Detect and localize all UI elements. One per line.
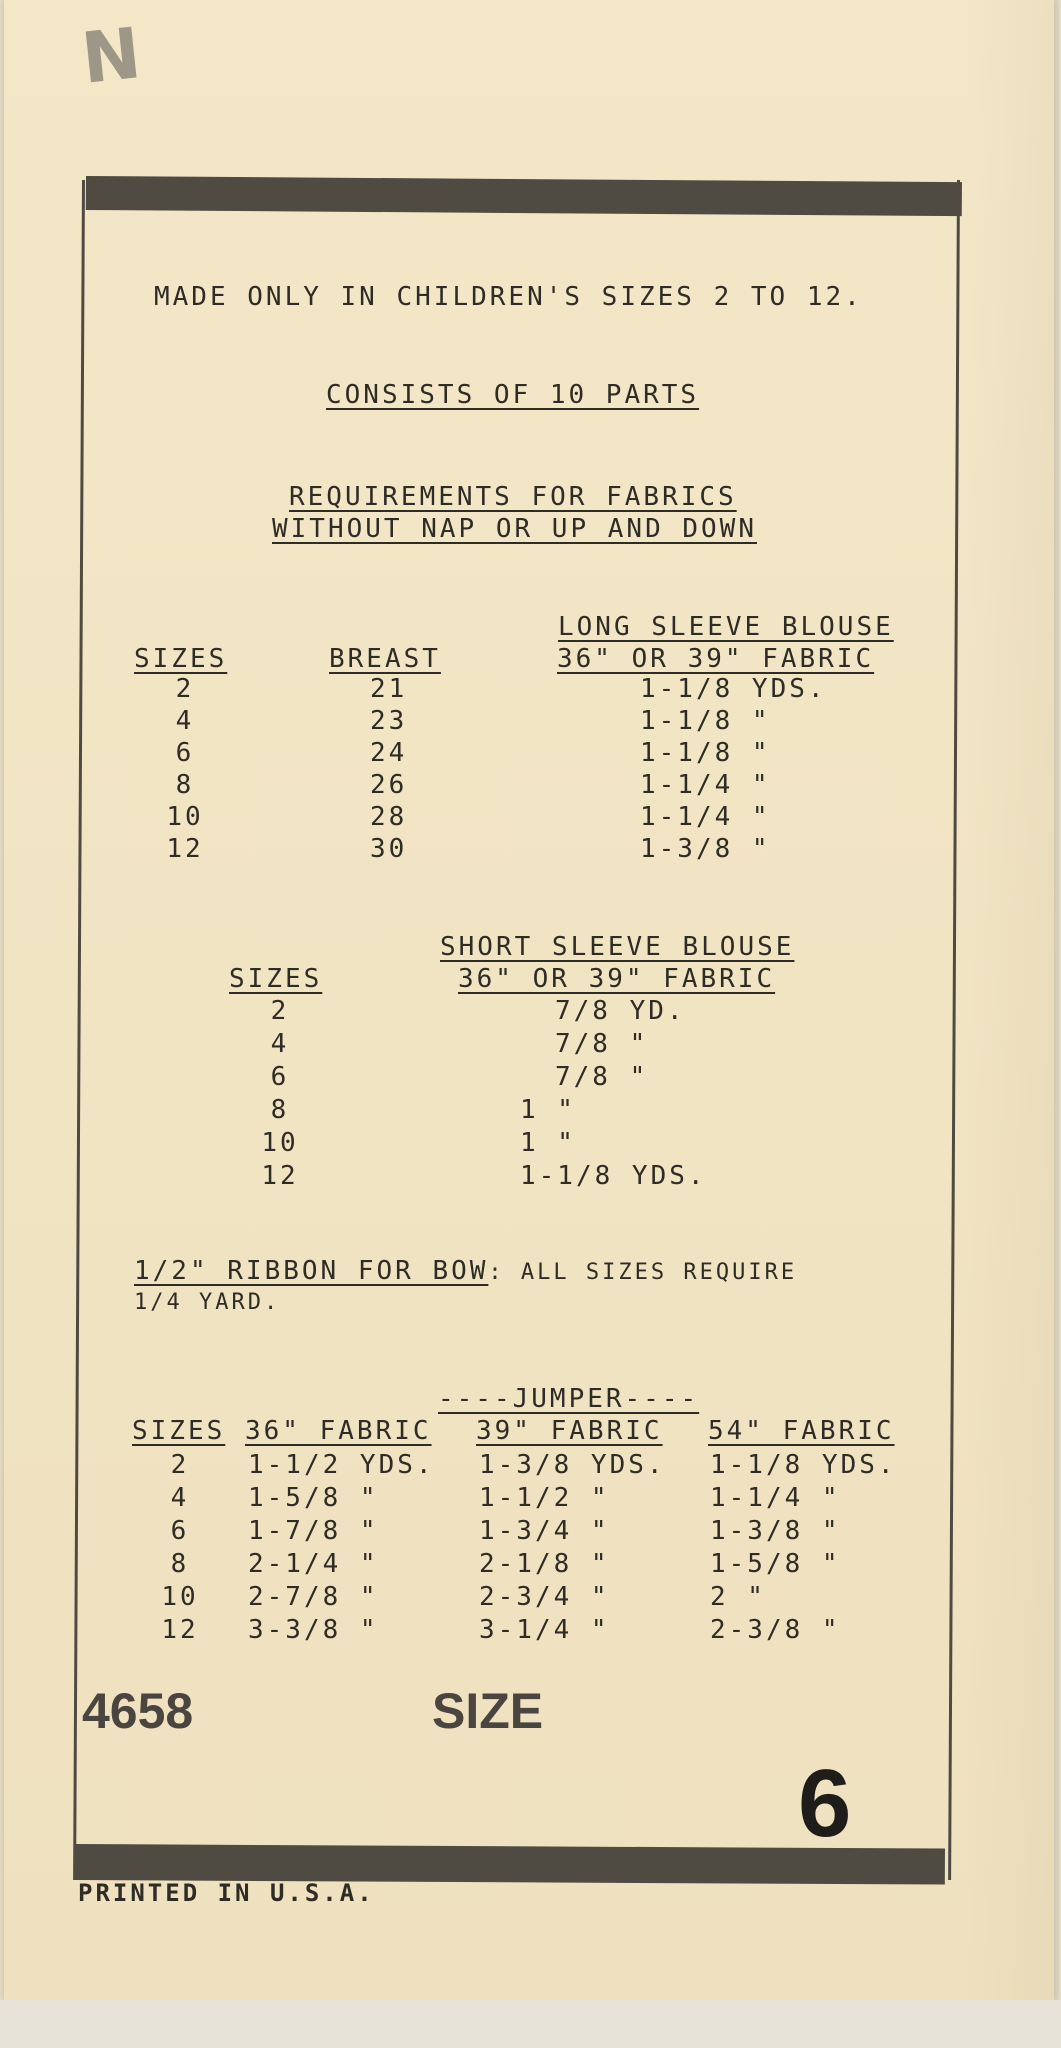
requirements-heading: REQUIREMENTS FOR FABRICS <box>289 482 737 512</box>
jumper-col-54: 54" FABRIC <box>708 1416 895 1446</box>
fabric-39-cell: 2-1/8 " <box>479 1549 610 1579</box>
size-cell: 6 <box>175 738 195 768</box>
size-cell: 2 <box>170 1450 190 1480</box>
size-value: 6 <box>798 1750 852 1857</box>
fabric-39-cell: 3-1/4 " <box>479 1615 610 1645</box>
background-strip <box>0 2000 1061 2048</box>
fabric-36-cell: 1-1/2 YDS. <box>248 1450 435 1480</box>
requirements-subheading: WITHOUT NAP OR UP AND DOWN <box>272 514 757 544</box>
fabric-54-cell: 1-1/8 YDS. <box>710 1450 897 1480</box>
frame-top-bar <box>86 176 962 216</box>
size-cell: 12 <box>261 1161 299 1191</box>
jumper-col-39: 39" FABRIC <box>476 1416 663 1446</box>
ribbon-text: : ALL SIZES REQUIRE <box>488 1260 798 1285</box>
breast-cell: 26 <box>370 770 408 800</box>
breast-cell: 21 <box>370 674 408 704</box>
stamp-letter: N <box>77 12 145 100</box>
size-cell: 12 <box>166 834 204 864</box>
fabric-36-cell: 1-5/8 " <box>248 1483 379 1513</box>
yardage-cell: 1 " <box>520 1128 576 1158</box>
size-cell: 10 <box>161 1582 199 1612</box>
yardage-cell: 1-1/8 YDS. <box>520 1161 707 1191</box>
printed-in-usa: PRINTED IN U.S.A. <box>78 1879 375 1907</box>
size-cell: 6 <box>170 1516 190 1546</box>
size-cell: 12 <box>161 1615 199 1645</box>
size-cell: 6 <box>270 1062 290 1092</box>
size-cell: 2 <box>270 996 290 1026</box>
fabric-36-cell: 1-7/8 " <box>248 1516 379 1546</box>
fabric-54-cell: 2 " <box>710 1582 766 1612</box>
size-cell: 8 <box>175 770 195 800</box>
fabric-39-cell: 1-1/2 " <box>479 1483 610 1513</box>
fabric-39-cell: 1-3/4 " <box>479 1516 610 1546</box>
fabric-36-cell: 2-1/4 " <box>248 1549 379 1579</box>
yardage-cell: 7/8 " <box>555 1029 649 1059</box>
intro-text: MADE ONLY IN CHILDREN'S SIZES 2 TO 12. <box>154 282 863 312</box>
size-cell: 10 <box>166 802 204 832</box>
fabric-54-cell: 1-3/8 " <box>710 1516 841 1546</box>
long-sleeve-col-breast: BREAST <box>329 644 441 674</box>
long-sleeve-title: LONG SLEEVE BLOUSE <box>558 612 894 642</box>
yardage-cell: 1-1/8 " <box>640 706 771 736</box>
jumper-col-36: 36" FABRIC <box>245 1416 432 1446</box>
breast-cell: 23 <box>370 706 408 736</box>
long-sleeve-fabric: 36" OR 39" FABRIC <box>557 644 875 674</box>
short-sleeve-col-sizes: SIZES <box>229 964 323 994</box>
yardage-cell: 1-1/8 " <box>640 738 771 768</box>
size-cell: 4 <box>170 1483 190 1513</box>
size-cell: 10 <box>261 1128 299 1158</box>
yardage-cell: 1-1/4 " <box>640 802 771 832</box>
breast-cell: 28 <box>370 802 408 832</box>
ribbon-text-2: 1/4 YARD. <box>134 1290 281 1315</box>
short-sleeve-fabric: 36" OR 39" FABRIC <box>458 964 776 994</box>
jumper-title: ----JUMPER---- <box>438 1384 700 1414</box>
yardage-cell: 1-3/8 " <box>640 834 771 864</box>
fabric-54-cell: 1-5/8 " <box>710 1549 841 1579</box>
yardage-cell: 7/8 " <box>555 1062 649 1092</box>
ribbon-label: 1/2" RIBBON FOR BOW <box>134 1256 489 1286</box>
size-cell: 8 <box>170 1549 190 1579</box>
pattern-number: 4658 <box>82 1683 194 1739</box>
yardage-cell: 1-1/8 YDS. <box>640 674 827 704</box>
parts-heading: CONSISTS OF 10 PARTS <box>326 380 700 410</box>
yardage-cell: 1-1/4 " <box>640 770 771 800</box>
size-cell: 4 <box>175 706 195 736</box>
short-sleeve-title: SHORT SLEEVE BLOUSE <box>440 932 795 962</box>
fabric-39-cell: 1-3/8 YDS. <box>479 1450 666 1480</box>
paper-shade <box>964 0 1059 2000</box>
size-cell: 4 <box>270 1029 290 1059</box>
jumper-col-sizes: SIZES <box>132 1416 226 1446</box>
long-sleeve-col-sizes: SIZES <box>134 644 228 674</box>
breast-cell: 24 <box>370 738 408 768</box>
fabric-54-cell: 1-1/4 " <box>710 1483 841 1513</box>
fabric-39-cell: 2-3/4 " <box>479 1582 610 1612</box>
size-label: SIZE <box>432 1683 544 1739</box>
breast-cell: 30 <box>370 834 408 864</box>
yardage-cell: 7/8 YD. <box>555 996 686 1026</box>
ribbon-line <box>134 1256 797 1288</box>
size-cell: 2 <box>175 674 195 704</box>
fabric-54-cell: 2-3/8 " <box>710 1615 841 1645</box>
fabric-36-cell: 2-7/8 " <box>248 1582 379 1612</box>
yardage-cell: 1 " <box>520 1095 576 1125</box>
size-cell: 8 <box>270 1095 290 1125</box>
fabric-36-cell: 3-3/8 " <box>248 1615 379 1645</box>
